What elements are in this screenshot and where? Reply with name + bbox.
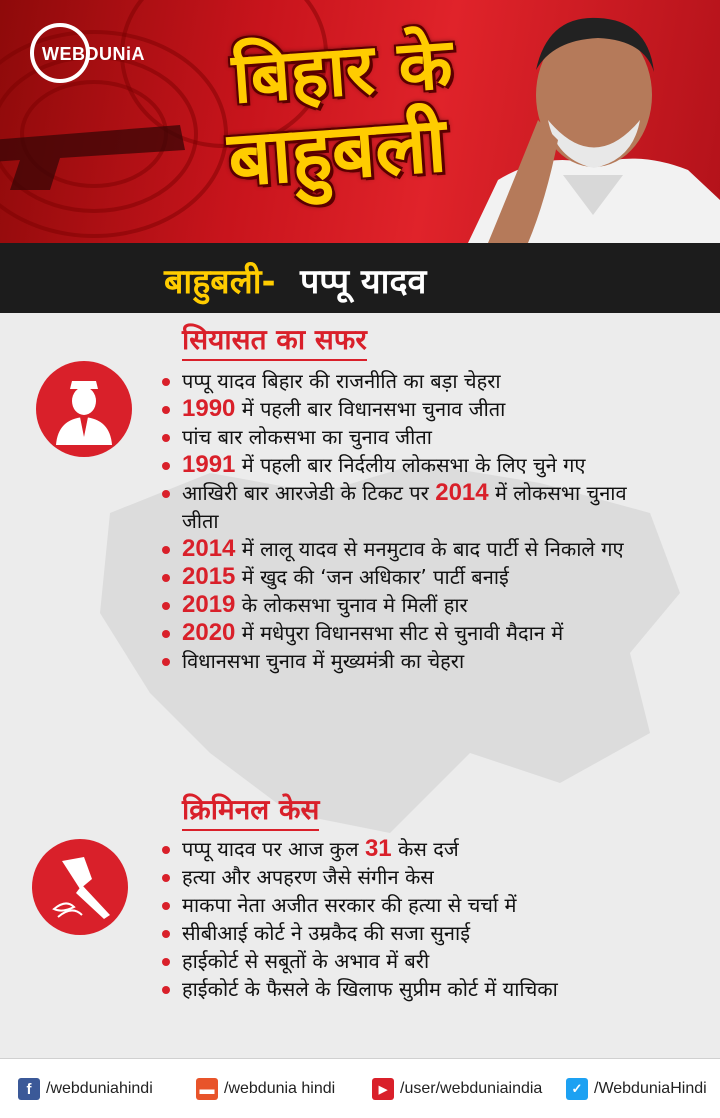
list-item: 2020 में मधेपुरा विधानसभा सीट से चुनावी मैदान में: [160, 619, 650, 647]
list-item: पांच बार लोकसभा का चुनाव जीता: [160, 423, 650, 451]
footer-social-links: [0, 1058, 720, 1118]
list-item: 2015 में खुद की ‘जन अधिकार’ पार्टी बनाई: [160, 563, 650, 591]
blog-icon: ▬: [196, 1078, 218, 1100]
list-item: हत्या और अपहरण जैसे संगीन केस: [160, 863, 650, 891]
name-band: [0, 243, 720, 313]
name-prefix: बाहुबली-: [164, 262, 276, 302]
logo-text: WEBDUNiA: [42, 44, 145, 64]
content-area: [0, 313, 720, 1058]
section-title-criminal: क्रिमिनल केस: [182, 793, 319, 831]
person-name: पप्पू यादव: [300, 262, 427, 302]
blog-link[interactable]: ▬ /webdunia hindi: [196, 1077, 335, 1101]
list-item: 2014 में लालू यादव से मनमुटाव के बाद पार्टी से निकाले गए: [160, 535, 650, 563]
criminal-list: [160, 835, 650, 1003]
facebook-link[interactable]: f /webduniahindi: [18, 1077, 153, 1101]
list-item: 1991 में पहली बार निर्दलीय लोकसभा के लिए चुने गए: [160, 451, 650, 479]
politics-list: [160, 367, 650, 675]
section-title-politics: सियासत का सफर: [182, 323, 367, 361]
list-item: सीबीआई कोर्ट ने उम्रकैद की सजा सुनाई: [160, 919, 650, 947]
list-item: पप्पू यादव पर आज कुल 31 केस दर्ज: [160, 835, 650, 863]
list-item: माकपा नेता अजीत सरकार की हत्या से चर्चा में: [160, 891, 650, 919]
politician-icon: [36, 361, 132, 457]
youtube-icon: ▶: [372, 1078, 394, 1100]
list-item: 2019 के लोकसभा चुनाव मे मिलीं हार: [160, 591, 650, 619]
list-item: आखिरी बार आरजेडी के टिकट पर 2014 में लोकसभा चुनाव जीता: [160, 479, 650, 535]
gun-icon: [0, 120, 190, 190]
list-item: 1990 में पहली बार विधानसभा चुनाव जीता: [160, 395, 650, 423]
facebook-icon: f: [18, 1078, 40, 1100]
knife-crime-icon: [32, 839, 128, 935]
banner-title-line2: बाहुबली: [225, 99, 450, 204]
banner-title-line1: बिहार के: [229, 22, 455, 120]
youtube-link[interactable]: ▶ /user/webduniaindia: [372, 1077, 542, 1101]
header-banner: [0, 0, 720, 243]
twitter-link[interactable]: ✓ /WebduniaHindi: [566, 1077, 707, 1101]
list-item: हाईकोर्ट से सबूतों के अभाव में बरी: [160, 947, 650, 975]
twitter-icon: ✓: [566, 1078, 588, 1100]
list-item: पप्पू यादव बिहार की राजनीति का बड़ा चेहरा: [160, 367, 650, 395]
person-photo: [468, 0, 720, 243]
list-item: हाईकोर्ट के फैसले के खिलाफ सुप्रीम कोर्ट में याचिका: [160, 975, 650, 1003]
list-item: विधानसभा चुनाव में मुख्यमंत्री का चेहरा: [160, 647, 650, 675]
